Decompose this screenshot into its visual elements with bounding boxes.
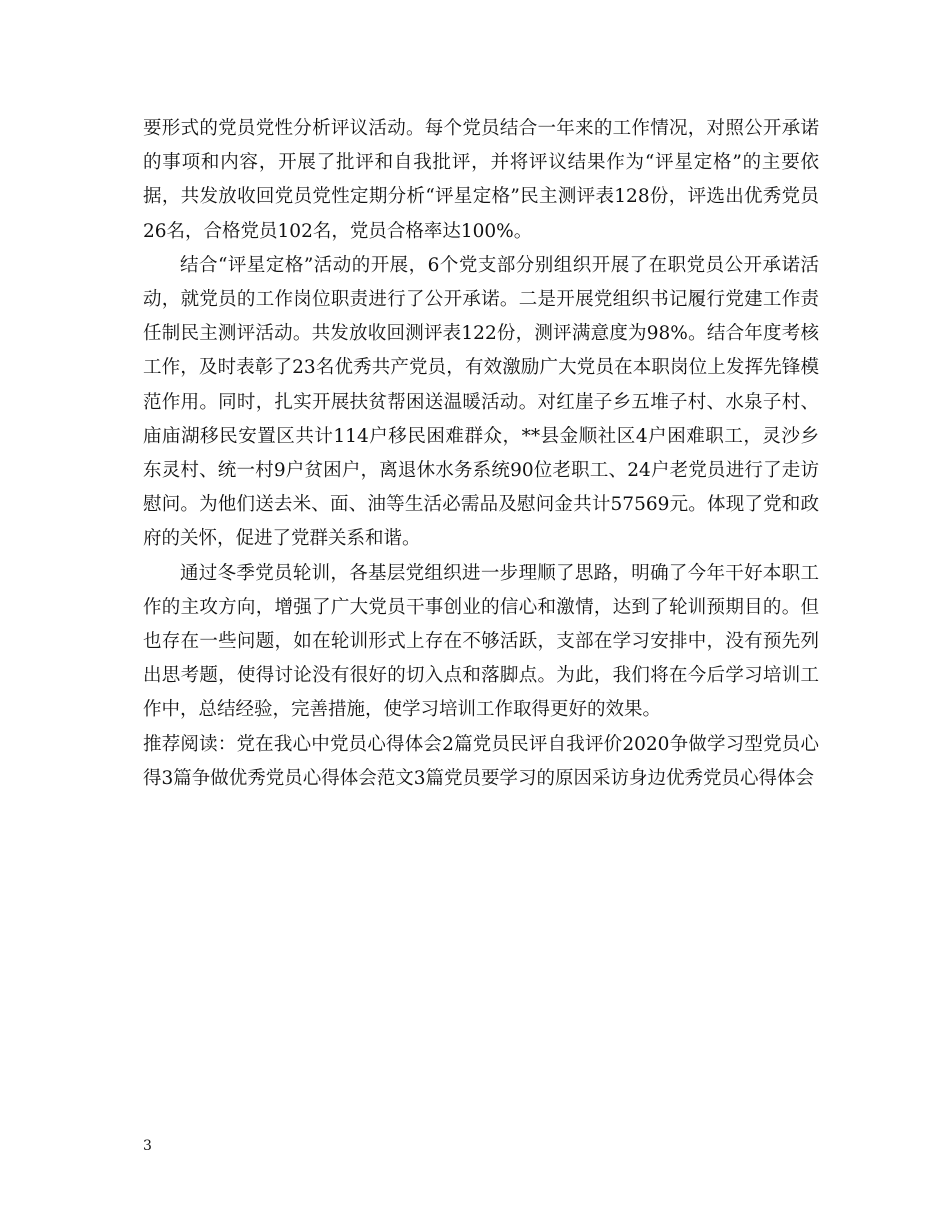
paragraph-evaluation-continuation: 要形式的党员党性分析评议活动。每个党员结合一年来的工作情况，对照公开承诺的事项和内容，开展了批评和自我批评，并将评议结果作为“评星定格”的主要依据，共发放收回党员党性定期分析“评星定格”民主测评表128份，评选出优秀党员26名，合格党员102名，党员合格率达100%。 xyxy=(143,118,819,242)
page-number: 3 xyxy=(143,1138,152,1154)
paragraph-star-rating-activity: 结合“评星定格”活动的开展，6个党支部分别组织开展了在职党员公开承诺活动，就党员的工作岗位职责进行了公开承诺。二是开展党组织书记履行党建工作责任制民主测评活动。共发放收回测评表122份，测评满意度为98%。结合年度考核工作，及时表彰了23名优秀共产党员，有效激励广大党员在本职岗位上发挥先锋模范作用。同时，扎实开展扶贫帮困送温暖活动。对红崖子乡五堆子村、水泉子村、庙庙湖移民安置区共计114户移民困难群众，**县金顺社区4户困难职工，灵沙乡东灵村、统一村9户贫困户，离退休水务系统90位老职工、24户老党员进行了走访慰问。为他们送去米、面、油等生活必需品及慰问金共计57569元。体现了党和政府的关怀，促进了党群关系和谐。 xyxy=(143,254,819,550)
paragraph-winter-training-summary: 通过冬季党员轮训，各基层党组织进一步理顺了思路，明确了今年干好本职工作的主攻方向，增强了广大党员干事创业的信心和激情，达到了轮训预期目的。但也存在一些问题，如在轮训形式上存在不够活跃，支部在学习安排中，没有预先列出思考题，使得讨论没有很好的切入点和落脚点。为此，我们将在今后学习培训工作中，总结经验，完善措施，使学习培训工作取得更好的效果。 xyxy=(143,562,819,721)
document-body xyxy=(143,112,819,796)
recommended-reading: 推荐阅读：党在我心中党员心得体会2篇党员民评自我评价2020争做学习型党员心得3篇争做优秀党员心得体会范文3篇党员要学习的原因采访身边优秀党员心得体会 xyxy=(143,733,819,789)
